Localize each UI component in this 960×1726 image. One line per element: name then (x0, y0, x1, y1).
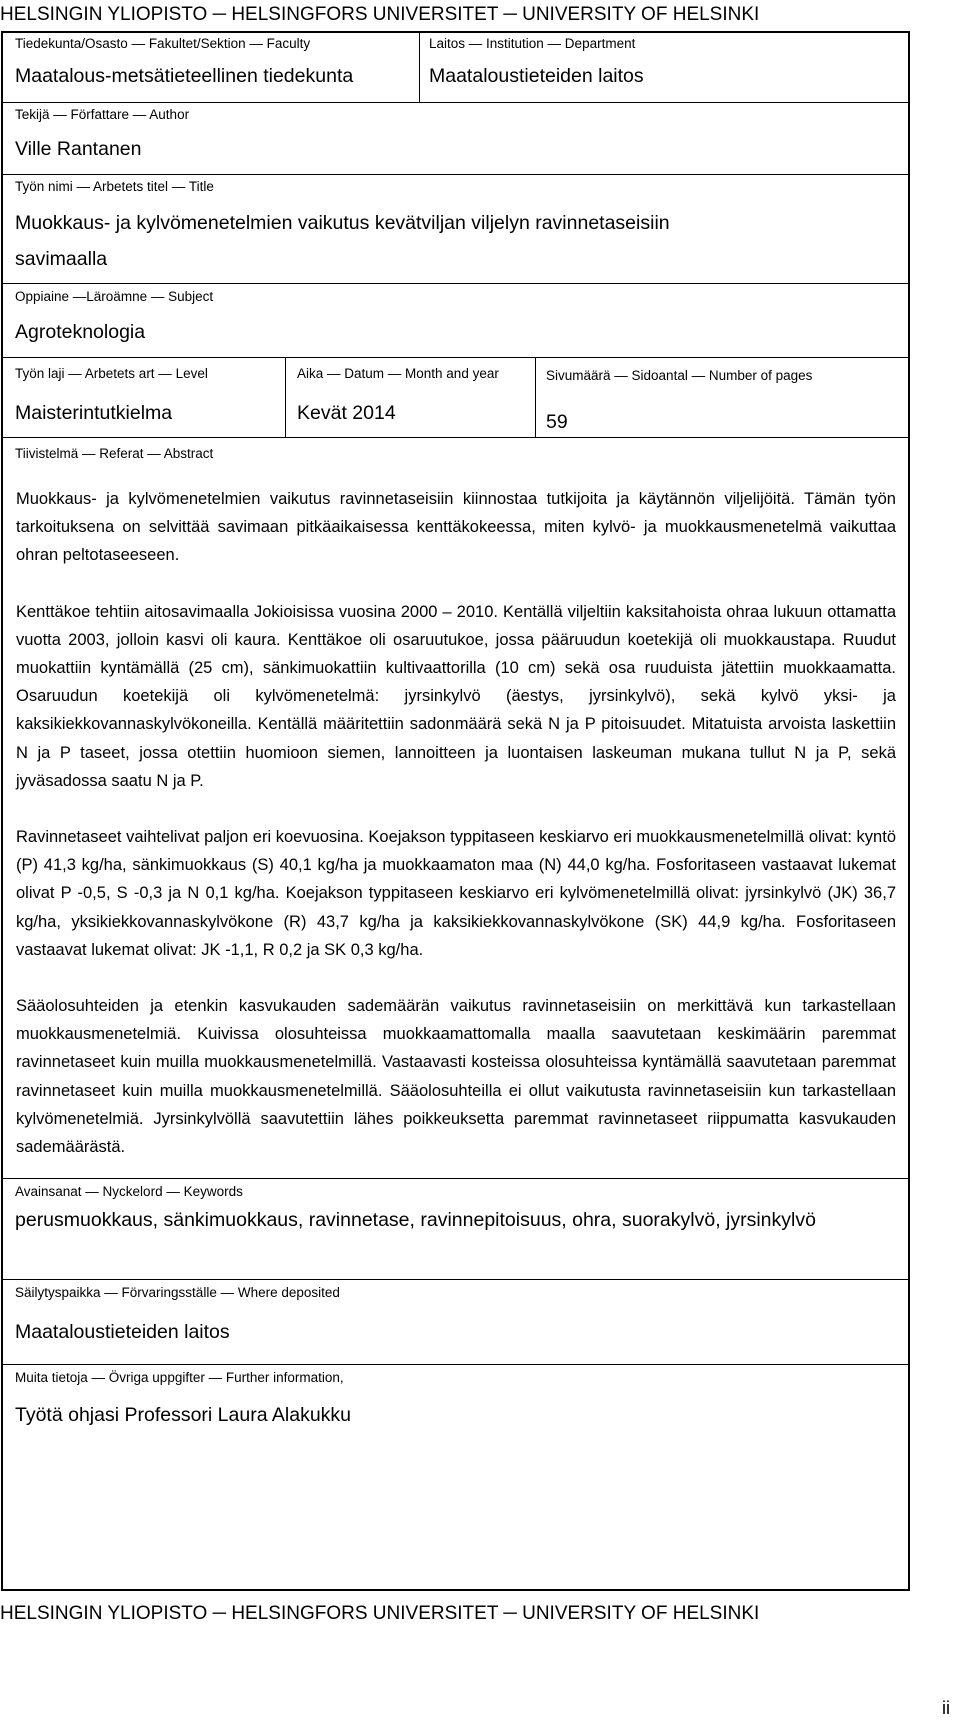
department-label: Laitos — Institution — Department (429, 36, 636, 51)
divider (419, 33, 420, 102)
university-footer: HELSINGIN YLIOPISTO ─ HELSINGFORS UNIVERSITET ─ UNIVERSITY OF HELSINKI (0, 1603, 760, 1624)
divider (3, 1279, 908, 1280)
pages-value: 59 (546, 411, 568, 433)
subject-label: Oppiaine —Läroämne — Subject (15, 289, 214, 304)
further-info-value: Työtä ohjasi Professori Laura Alakukku (15, 1404, 352, 1426)
subject-value: Agroteknologia (15, 321, 146, 343)
pages-label: Sivumäärä — Sidoantal — Number of pages (546, 368, 813, 383)
divider (285, 357, 286, 437)
university-header: HELSINGIN YLIOPISTO ─ HELSINGFORS UNIVERSITET ─ UNIVERSITY OF HELSINKI (0, 4, 760, 25)
abstract-body (16, 485, 896, 1189)
thesis-title: Muokkaus- ja kylvömenetelmien vaikutus kevätviljan viljelyn ravinnetaseisiin savimaalla (15, 212, 670, 270)
author-value: Ville Rantanen (15, 138, 142, 160)
faculty-label: Tiedekunta/Osasto — Fakultet/Sektion — Faculty (15, 36, 311, 51)
deposited-label: Säilytyspaikka — Förvaringsställe — Where deposited (15, 1285, 340, 1300)
divider (3, 437, 908, 438)
keywords-label: Avainsanat — Nyckelord — Keywords (15, 1184, 243, 1199)
abstract-paragraph: Sääolosuhteiden ja etenkin kasvukauden sademäärän vaikutus ravinnetaseisiin on merkittävä kun tarkastellaan muokkausmenetelmiä. Kuivissa olosuhteissa muokkaamattomalla maalla saavutetaan keskimäärin paremmat ravinnetaseet kuin muilla muokkausmenetelmillä. Vastaavasti kosteissa olosuhteissa kyntämällä saavutetaan paremmat ravinnetaseet kuin muilla muokkausmenetelmillä. Sääolosuhteilla ei ollut vaikutusta ravinnetaseisiin kun tarkastellaan kylvömenetelmiä. Jyrsinkylvöllä saavutettiin lähes poikkeuksetta paremmat ravinnetaseet riippumatta kasvukauden sademäärästä. (16, 997, 896, 1157)
divider (3, 174, 908, 175)
level-value: Maisterintutkielma (15, 402, 173, 424)
faculty-value: Maatalous-metsätieteellinen tiedekunta (15, 65, 354, 87)
date-label: Aika — Datum — Month and year (297, 366, 499, 381)
abstract-paragraph: Muokkaus- ja kylvömenetelmien vaikutus ravinnetaseisiin kiinnostaa tutkijoita ja käytännön viljelijöitä. Tämän työn tarkoituksena on selvittää savimaan pitkäaikaisessa kenttäkokeessa, miten kylvö- ja muokkausmenetelmä vaikuttaa ohran peltotaseeseen. (16, 490, 896, 565)
deposited-value: Maataloustieteiden laitos (15, 1321, 230, 1343)
further-info-label: Muita tietoja — Övriga uppgifter — Further information, (15, 1370, 344, 1385)
date-value: Kevät 2014 (297, 402, 396, 424)
divider (535, 357, 536, 437)
divider (3, 357, 908, 358)
title-label: Työn nimi — Arbetets titel — Title (15, 179, 214, 194)
divider (3, 1364, 908, 1365)
department-value: Maataloustieteiden laitos (429, 65, 644, 87)
abstract-label: Tiivistelmä — Referat — Abstract (15, 446, 214, 461)
page-number: ii (942, 1698, 950, 1718)
author-label: Tekijä — Författare — Author (15, 107, 190, 122)
level-label: Työn laji — Arbetets art — Level (15, 366, 208, 381)
divider (3, 283, 908, 284)
divider (3, 102, 908, 103)
abstract-paragraph: Kenttäkoe tehtiin aitosavimaalla Jokioisissa vuosina 2000 – 2010. Kentällä viljeltiin kaksitahoista ohraa lukuun ottamatta vuotta 2003, jolloin kasvi oli kaura. Kenttäkoe oli osaruutukoe, jossa pääruudun koetekijä oli muokkaustapa. Ruudut muokattiin kyntämällä (25 cm), sänkimuokattiin kultivaattorilla (10 cm) sekä osa ruuduista jätettiin muokkaamatta. Osaruudun koetekijä oli kylvömenetelmä: jyrsinkylvö (äestys, jyrsinkylvö), sekä kylvö yksi- ja kaksikiekkovannaskylvökoneilla. Kentällä määritettiin sadonmäärä sekä N ja P pitoisuudet. Mitatuista arvoista laskettiin N ja P taseet, jossa otettiin huomioon siemen, lannoitteen ja luontaisen laskeuman mukana tullut N ja P, sekä jyväsadossa saatu N ja P. (16, 602, 896, 790)
abstract-form-frame (1, 31, 910, 1591)
keywords-value: perusmuokkaus, sänkimuokkaus, ravinnetase, ravinnepitoisuus, ohra, suorakylvö, jyrsinkylvö (15, 1209, 816, 1231)
abstract-paragraph: Ravinnetaseet vaihtelivat paljon eri koevuosina. Koejakson typpitaseen keskiarvo eri muokkausmenetelmillä olivat: kyntö (P) 41,3 kg/ha, sänkimuokkaus (S) 40,1 kg/ha ja muokkaamaton maa (N) 44,0 kg/ha. Fosforitaseen vastaavat lukemat olivat P -0,5, S -0,3 ja N 0,1 kg/ha. Koejakson typpitaseen keskiarvo eri kylvömenetelmillä olivat: jyrsinkylvö (JK) 36,7 kg/ha, yksikiekkovannaskylvökone (R) 43,7 kg/ha ja kaksikiekkovannaskylvökone (SK) 44,9 kg/ha. Fosforitaseen vastaavat lukemat olivat: JK -1,1, R 0,2 ja SK 0,3 kg/ha. (16, 828, 896, 959)
